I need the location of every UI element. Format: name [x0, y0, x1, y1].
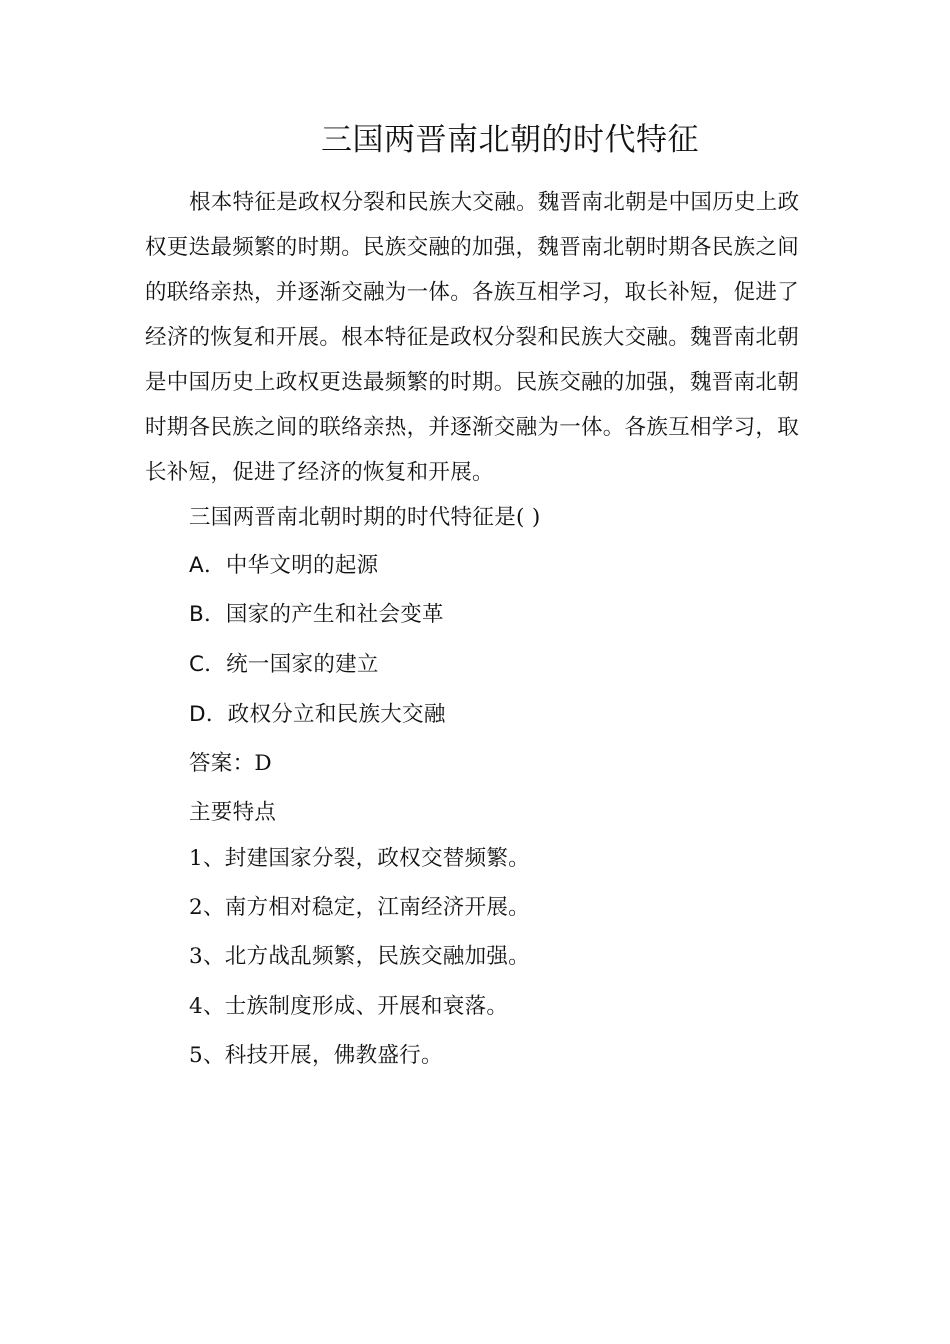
feature-item: 5、科技开展，佛教盛行。 — [189, 1043, 443, 1068]
option-c-text: 统一国家的建立 — [226, 652, 379, 677]
option-b — [189, 600, 444, 630]
option-a — [189, 551, 378, 581]
option-c-letter: C． — [189, 652, 227, 677]
features-heading: 主要特点 — [189, 800, 277, 825]
feature-item: 2、南方相对稳定，江南经济开展。 — [189, 895, 530, 920]
option-a-text: 中华文明的起源 — [225, 553, 379, 578]
option-b-text: 国家的产生和社会变革 — [225, 602, 444, 627]
option-a-letter: A． — [189, 553, 226, 578]
option-d-text: 政权分立和民族大交融 — [227, 702, 446, 727]
intro-paragraph: 根本特征是政权分裂和民族大交融。魏晋南北朝是中国历史上政权更迭最频繁的时期。民族交融的加强，魏晋南北朝时期各民族之间的联络亲热，并逐渐交融为一体。各族互相学习，取长补短，促进了经济的恢复和开展。根本特征是政权分裂和民族大交融。魏晋南北朝是中国历史上政权更迭最频繁的时期。民族交融的加强，魏晋南北朝时期各民族之间的联络亲热，并逐渐交融为一体。各族互相学习，取长补短，促进了经济的恢复和开展。 — [145, 190, 800, 485]
option-d-letter: D． — [189, 702, 228, 727]
option-b-letter: B． — [189, 602, 226, 627]
document-title: 三国两晋南北朝的时代特征 — [321, 122, 699, 158]
feature-item: 1、封建国家分裂，政权交替频繁。 — [189, 846, 530, 871]
option-d — [189, 700, 446, 730]
option-c — [189, 650, 379, 680]
answer-text: 答案：D — [189, 751, 272, 776]
feature-item: 3、北方战乱频繁，民族交融加强。 — [189, 944, 530, 969]
feature-item: 4、士族制度形成、开展和衰落。 — [189, 994, 509, 1019]
question-text: 三国两晋南北朝时期的时代特征是( ) — [189, 505, 541, 530]
